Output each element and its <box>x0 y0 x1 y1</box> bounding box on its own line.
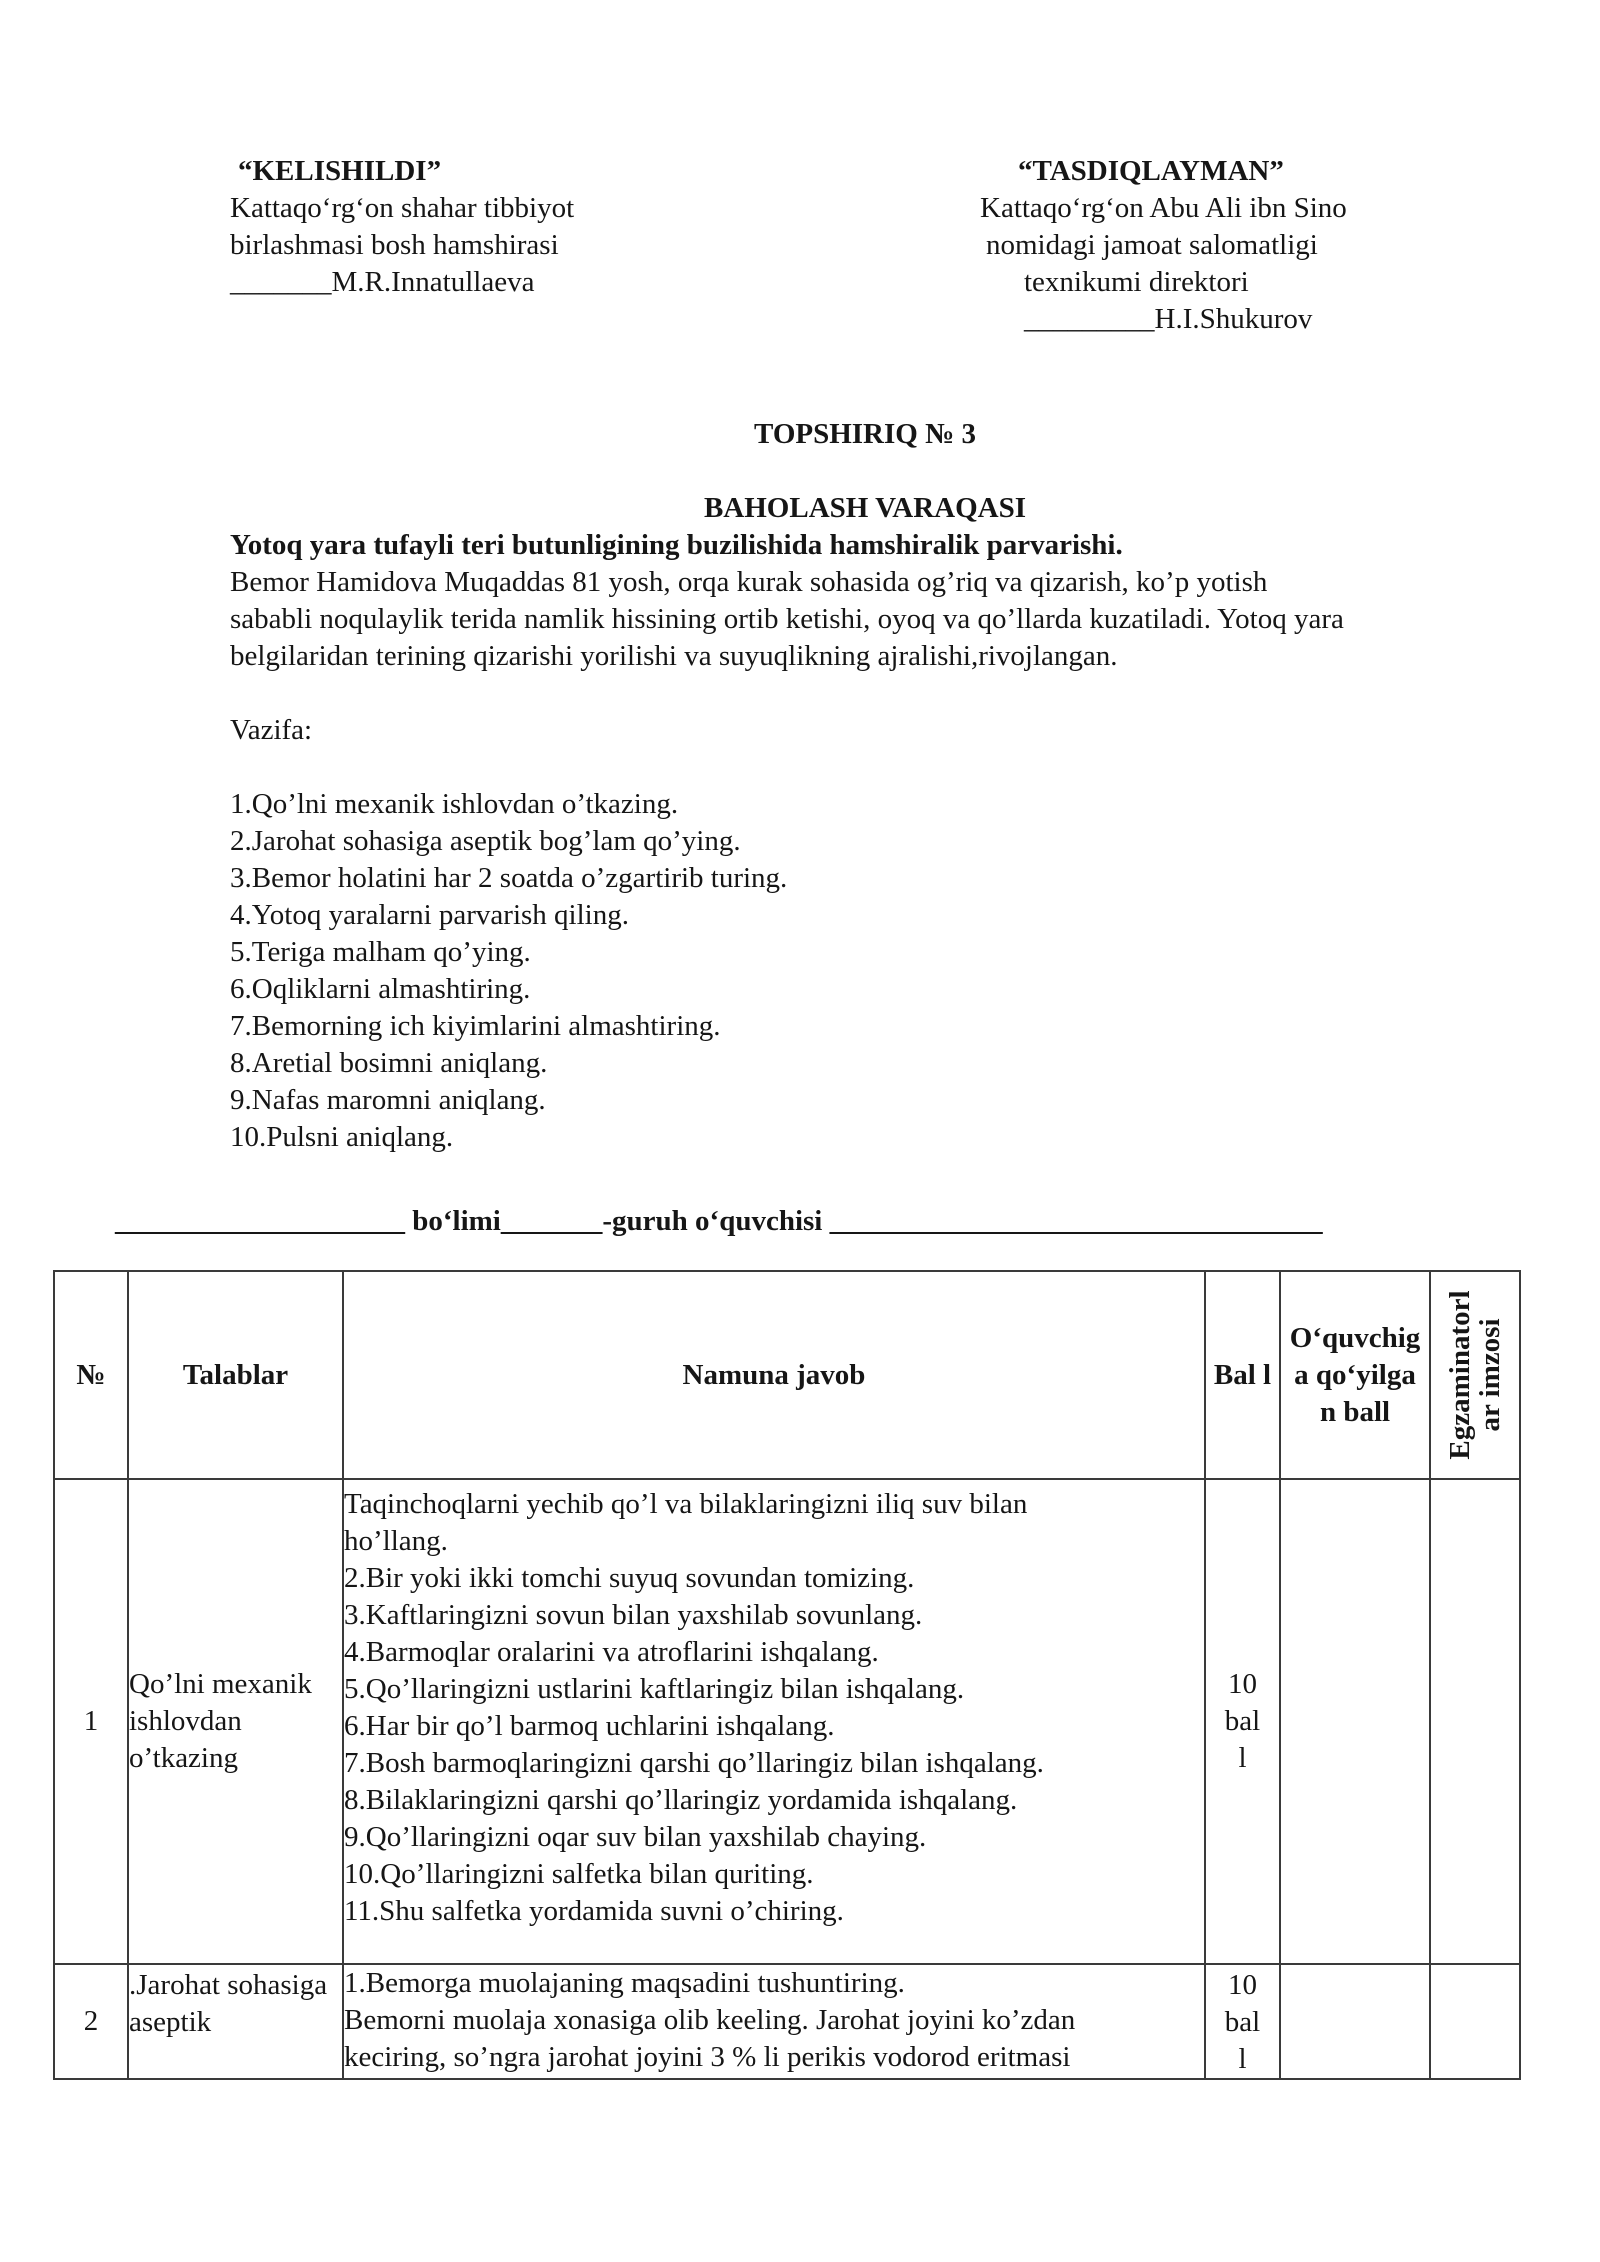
student-info-line <box>115 1203 1535 1240</box>
approval-title-right: “TASDIQLAYMAN” <box>1018 155 1284 187</box>
row-examiner-signature <box>1430 1964 1520 2079</box>
assessment-table <box>53 1270 1521 2080</box>
row-student-ball <box>1280 1479 1430 1964</box>
task-title: TOPSHIRIQ № 3 <box>754 418 976 450</box>
vazifa-label: Vazifa: <box>230 714 313 746</box>
answer-line: Bemorni muolaja xonasiga olib keeling. Jarohat joyini ko’zdan <box>344 2004 1076 2036</box>
task-list <box>230 786 1230 1156</box>
answer-line: 9.Qo’llaringizni oqar suv bilan yaxshilab chaying. <box>344 1821 927 1853</box>
row-requirement: Qo’lni mexanik ishlovdan o’tkazing <box>128 1479 343 1964</box>
table-row <box>54 1479 1520 1964</box>
case-line: belgilaridan terining qizarishi yorilishi va suyuqlikning ajralishi,rivojlangan. <box>230 640 1118 672</box>
answer-line: 1.Bemorga muolajaning maqsadini tushuntiring. <box>344 1967 905 1999</box>
table-row <box>54 1964 1520 2079</box>
header-ball: Bal l <box>1205 1271 1280 1479</box>
approval-signature-left: _______M.R.Innatullaeva <box>230 266 535 298</box>
approval-line-left-2: birlashmasi bosh hamshirasi <box>230 229 559 261</box>
case-description <box>230 564 1570 675</box>
answer-line: 11.Shu salfetka yordamida suvni o’chiring. <box>344 1895 844 1927</box>
sheet-title: BAHOLASH VARAQASI <box>703 492 1027 524</box>
answer-line: 2.Bir yoki ikki tomchi suyuq sovundan tomizing. <box>344 1562 915 1594</box>
group-blank: _______ <box>500 1205 603 1237</box>
subject-line: Yotoq yara tufayli teri butunligining buzilishida hamshiralik parvarishi. <box>230 529 1123 561</box>
answer-line: 6.Har bir qo’l barmoq uchlarini ishqalang. <box>344 1710 835 1742</box>
answer-line: ho’llang. <box>344 1525 448 1557</box>
group-student-label: -guruh o‘quvchisi <box>602 1205 830 1237</box>
row-sample-answer <box>343 1479 1205 1964</box>
table-header-row <box>54 1271 1520 1479</box>
task-item: 7.Bemorning ich kiyimlarini almashtiring. <box>230 1010 721 1042</box>
answer-line: keciring, so’ngra jarohat joyini 3 % li perikis vodorod eritmasi <box>344 2041 1071 2073</box>
answer-line: 7.Bosh barmoqlaringizni qarshi qo’llaringiz bilan ishqalang. <box>344 1747 1044 1779</box>
header-sample-answer: Namuna javob <box>343 1271 1205 1479</box>
task-item: 10.Pulsni aniqlang. <box>230 1121 454 1153</box>
approval-signature-right: _________H.I.Shukurov <box>1024 303 1313 335</box>
row-number: 1 <box>54 1479 128 1964</box>
task-item: 3.Bemor holatini har 2 soatda o’zgartirib turing. <box>230 862 788 894</box>
header-examiner-signature: Egzaminatorlar imzosi <box>1444 1290 1506 1460</box>
approval-line-right-3: texnikumi direktori <box>1024 266 1249 298</box>
header-requirements: Talablar <box>128 1271 343 1479</box>
task-item: 2.Jarohat sohasiga aseptik bog’lam qo’ying. <box>230 825 741 857</box>
task-item: 5.Teriga malham qo’ying. <box>230 936 531 968</box>
answer-line: 8.Bilaklaringizni qarshi qo’llaringiz yordamida ishqalang. <box>344 1784 1018 1816</box>
task-item: 4.Yotoq yaralarni parvarish qiling. <box>230 899 629 931</box>
answer-line: 5.Qo’llaringizni ustlarini kaftlaringiz bilan ishqalang. <box>344 1673 965 1705</box>
department-blank: ____________________ <box>115 1205 405 1237</box>
row-student-ball <box>1280 1964 1430 2079</box>
answer-line: Taqinchoqlarni yechib qo’l va bilaklaringizni iliq suv bilan <box>344 1488 1028 1520</box>
task-item: 8.Aretial bosimni aniqlang. <box>230 1047 548 1079</box>
approval-line-right-2: nomidagi jamoat salomatligi <box>986 229 1318 261</box>
row-ball: 10 bal l <box>1205 1964 1280 2079</box>
approval-title-left: “KELISHILDI” <box>238 155 442 187</box>
task-item: 1.Qo’lni mexanik ishlovdan o’tkazing. <box>230 788 679 820</box>
header-examiner-signature-cell <box>1430 1271 1520 1479</box>
row-number: 2 <box>54 1964 128 2079</box>
case-line: sababli noqulaylik terida namlik hissining ortib ketishi, oyoq va qo’llarda kuzatiladi. Yotoq yara <box>230 603 1344 635</box>
approval-line-left-1: Kattaqo‘rg‘on shahar tibbiyot <box>230 192 575 224</box>
task-item: 9.Nafas maromni aniqlang. <box>230 1084 546 1116</box>
row-ball: 10 bal l <box>1205 1479 1280 1964</box>
answer-line: 3.Kaftlaringizni sovun bilan yaxshilab sovunlang. <box>344 1599 923 1631</box>
row-sample-answer <box>343 1964 1205 2079</box>
answer-line: 10.Qo’llaringizni salfetka bilan quriting. <box>344 1858 814 1890</box>
header-student-ball: O‘quvchiga qo‘yilgan ball <box>1280 1271 1430 1479</box>
approval-line-right-1: Kattaqo‘rg‘on Abu Ali ibn Sino <box>980 192 1347 224</box>
row-examiner-signature <box>1430 1479 1520 1964</box>
department-label: bo‘limi <box>405 1205 501 1237</box>
task-item: 6.Oqliklarni almashtiring. <box>230 973 531 1005</box>
student-name-blank: __________________________________ <box>829 1205 1323 1237</box>
row-requirement: .Jarohat sohasiga aseptik <box>128 1964 343 2079</box>
answer-line: 4.Barmoqlar oralarini va atroflarini ishqalang. <box>344 1636 879 1668</box>
case-line: Bemor Hamidova Muqaddas 81 yosh, orqa kurak sohasida og’riq va qizarish, ko’p yotish <box>230 566 1268 598</box>
approval-block-right <box>980 153 1420 338</box>
header-number: № <box>54 1271 128 1479</box>
approval-block-left <box>230 153 750 301</box>
